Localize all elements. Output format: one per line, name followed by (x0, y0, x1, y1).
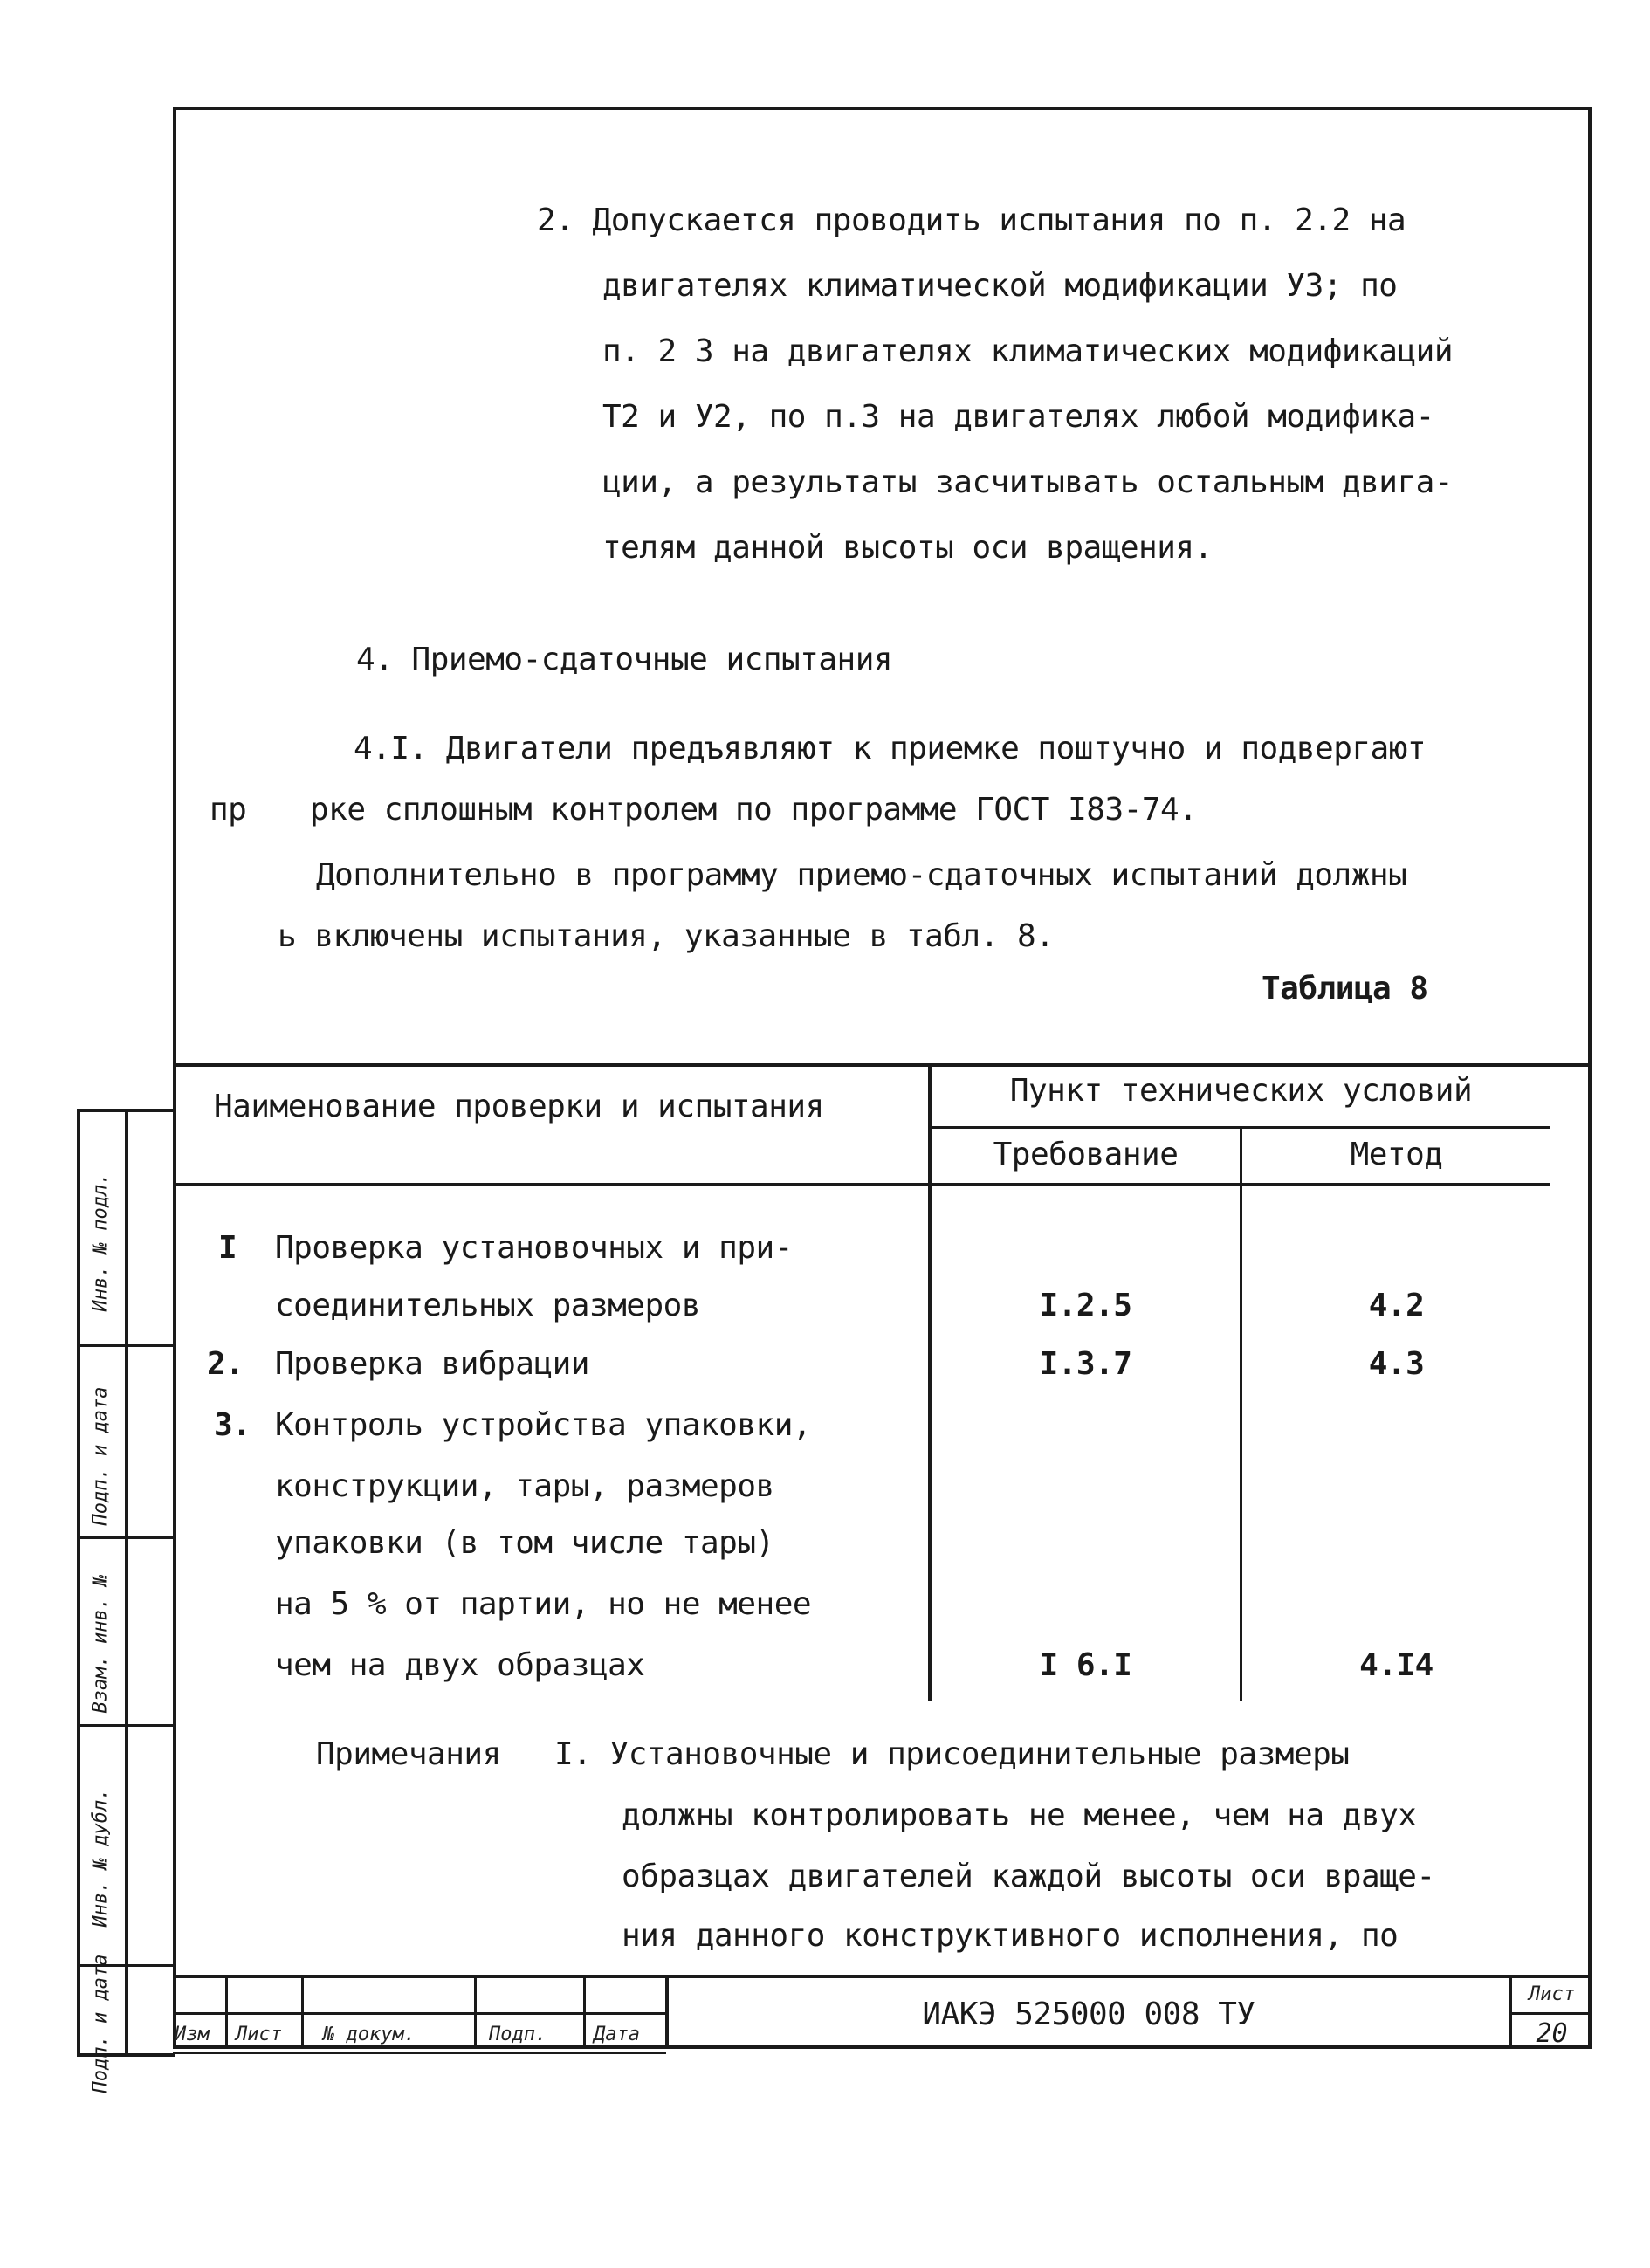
section-paragraph-line: 4.I. Двигатели предъявляют к приемке поштучно и подвергают (354, 731, 1427, 766)
sheet-number: 20 (1536, 2018, 1568, 2049)
side-strip-div-3 (77, 1724, 175, 1727)
title-block-low (173, 2052, 666, 2054)
side-strip-top (77, 1109, 175, 1112)
row-name-line: на 5 % от партии, но не менее (275, 1586, 812, 1622)
table-top-line (173, 1063, 1592, 1067)
side-label-5: Подп. и дата (89, 1954, 112, 2093)
row-requirement: I.3.7 (1039, 1346, 1132, 1382)
notes-top-line: Т2 и У2, по п.3 на двигателях любой модифика- (602, 399, 1434, 435)
row-name-line: конструкции, тары, размеров (275, 1468, 774, 1504)
row-number: 2. (207, 1346, 244, 1382)
section-paragraph-line: Дополнительно в программу приемо-сдаточных испытаний должны (316, 857, 1407, 893)
notes-top-line: телям данной высоты оси вращения. (602, 530, 1213, 566)
notes-item-line: образцах двигателей каждой высоты оси враще- (622, 1859, 1435, 1894)
title-block-col (474, 1975, 477, 2049)
stamp-cell: Изм (175, 2024, 210, 2045)
notes-top-line: п. 2 3 на двигателях климатических модификаций (602, 333, 1453, 369)
row-method: 4.2 (1368, 1288, 1425, 1323)
side-label-1: Инв. № подл. (89, 1172, 112, 1312)
stamp-cell: Лист (236, 2024, 282, 2045)
stamp-cell: Дата (594, 2024, 640, 2045)
title-block-top (173, 1975, 1592, 1978)
table-col-divider-2 (1240, 1126, 1242, 1701)
title-block-col (301, 1975, 304, 2049)
document-code: ИАКЭ 525000 008 ТУ (922, 1997, 1255, 2032)
table-header-method: Метод (1350, 1137, 1443, 1172)
row-number: I (218, 1230, 237, 1266)
notes-item-line: ния данного конструктивного исполнения, по (622, 1918, 1399, 1954)
side-strip-line-outer (77, 1109, 80, 2056)
title-block-col (583, 1975, 586, 2049)
title-block-sheet-div (1509, 2012, 1592, 2015)
table-header-name: Наименование проверки и испытания (214, 1089, 824, 1124)
notes-item-line: I. Установочные и присоединительные размеры (554, 1736, 1350, 1772)
table-header-requirement: Требование (993, 1137, 1179, 1172)
side-label-3: Взам. инв. № (89, 1574, 112, 1714)
side-label-2: Подп. и дата (89, 1386, 112, 1526)
notes-item-line: должны контролировать не менее, чем на двух (622, 1797, 1417, 1833)
section-heading: 4. Приемо-сдаточные испытания (356, 642, 893, 677)
section-paragraph-line: рке сплошным контролем по программе ГОСТ I83-74. (310, 792, 1198, 828)
title-block-mid (173, 2012, 666, 2015)
row-method: 4.3 (1368, 1346, 1425, 1382)
row-name-line: упаковки (в том числе тары) (275, 1525, 774, 1561)
section-paragraph-line: ь включены испытания, указанные в табл. 8. (278, 918, 1055, 954)
notes-top-line: 2. Допускается проводить испытания по п. 2.2 на (537, 203, 1406, 238)
row-method: 4.I4 (1359, 1647, 1433, 1683)
side-label-4: Инв. № дубл. (89, 1788, 112, 1928)
section-paragraph-prefix: пр (210, 792, 247, 828)
notes-top-line: ции, а результаты засчитывать остальным двига- (602, 464, 1453, 500)
table-header-bottom-line (173, 1183, 1550, 1186)
title-block-col (225, 1975, 228, 2049)
notes-top-line: двигателях климатической модификации У3; по (602, 268, 1398, 304)
row-name-line: Проверка установочных и при- (275, 1230, 793, 1266)
row-name-line: Проверка вибрации (275, 1346, 589, 1382)
stamp-cell: Подп. (489, 2024, 547, 2045)
row-name-line: соединительных размеров (275, 1288, 700, 1323)
sheet-label: Лист (1529, 1983, 1575, 2005)
side-strip-div-1 (77, 1344, 175, 1347)
stamp-cell: № докум. (323, 2024, 416, 2045)
row-requirement: I 6.I (1039, 1647, 1132, 1683)
table-caption: Таблица 8 (1262, 971, 1428, 1007)
row-requirement: I.2.5 (1039, 1288, 1132, 1323)
row-name-line: чем на двух образцах (275, 1647, 645, 1683)
row-number: 3. (214, 1407, 251, 1443)
row-name-line: Контроль устройства упаковки, (275, 1407, 812, 1443)
side-strip-line-mid (125, 1109, 128, 2056)
notes-label: Примечания (316, 1736, 501, 1772)
table-header-group: Пункт технических условий (1009, 1073, 1473, 1109)
side-strip-div-2 (77, 1536, 175, 1539)
